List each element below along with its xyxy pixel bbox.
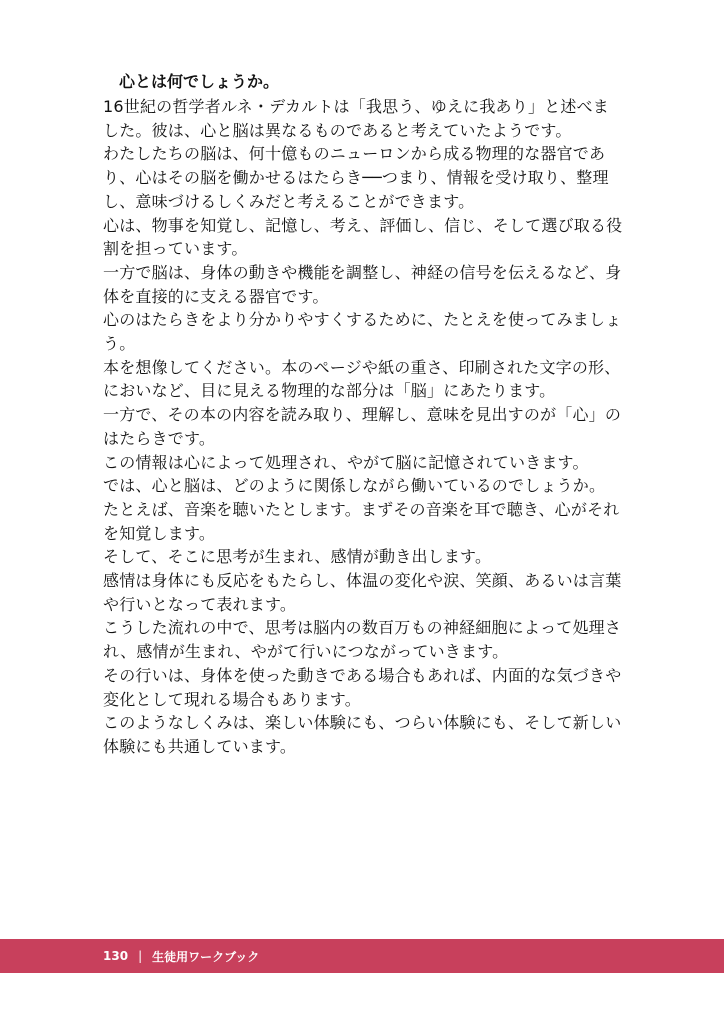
paragraph: 一方で脳は、身体の動きや機能を調整し、神経の信号を伝えるなど、身体を直接的に支える器官です。: [103, 262, 622, 306]
book-title: 生徒用ワークブック: [152, 949, 260, 964]
paragraph: では、心と脳は、どのように関係しながら働いているのでしょうか。: [103, 476, 606, 496]
paragraph: 感情は身体にも反応をもたらし、体温の変化や涙、笑顔、あるいは言葉や行いとなって表れます。: [103, 571, 622, 614]
paragraph: 心のはたらきをより分かりやすくするために、たとえを使ってみましょう。: [103, 310, 622, 354]
body-text: [103, 95, 623, 759]
paragraph: たとえば、音楽を聴いたとします。まずその音楽を耳で聴き、心がそれを知覚します。: [103, 499, 620, 543]
footer: [103, 948, 259, 965]
paragraph: 16世紀の哲学者ルネ・デカルトは「我思う、ゆえに我あり」と述べました。彼は、心と脳は異なるものであると考えていたようです。: [103, 97, 609, 140]
page-number: 130: [103, 949, 129, 963]
paragraph: この情報は心によって処理され、やがて脳に記憶されていきます。: [103, 452, 589, 472]
paragraph: そして、そこに思考が生まれ、感情が動き出します。: [103, 547, 492, 567]
footer-separator: |: [138, 949, 143, 963]
page-content: [103, 70, 623, 759]
footer-bar: [0, 939, 724, 973]
paragraph: わたしたちの脳は、何十億ものニューロンから成る物理的な器官であり、心はその脳を働かせるはたらき──つまり、情報を受け取り、整理し、意味づけるしくみだと考えることができます。: [103, 144, 609, 211]
paragraph: このようなしくみは、楽しい体験にも、つらい体験にも、そして新しい体験にも共通しています。: [103, 713, 622, 756]
paragraph: その行いは、身体を使った動きである場合もあれば、内面的な気づきや変化として現れる場合もあります。: [103, 665, 622, 709]
paragraph: 本を想像してください。本のページや紙の重さ、印刷された文字の形、においなど、目に見える物理的な部分は「脳」にあたります。: [103, 357, 621, 401]
paragraph: こうした流れの中で、思考は脳内の数百万もの神経細胞によって処理され、感情が生まれ、やがて行いにつながっていきます。: [103, 618, 622, 662]
paragraph: 心は、物事を知覚し、記憶し、考え、評価し、信じ、そして選び取る役割を担っています。: [103, 215, 623, 259]
paragraph: 一方で、その本の内容を読み取り、理解し、意味を見出すのが「心」のはたらきです。: [103, 405, 622, 448]
page-title: 心とは何でしょうか。: [119, 72, 280, 91]
